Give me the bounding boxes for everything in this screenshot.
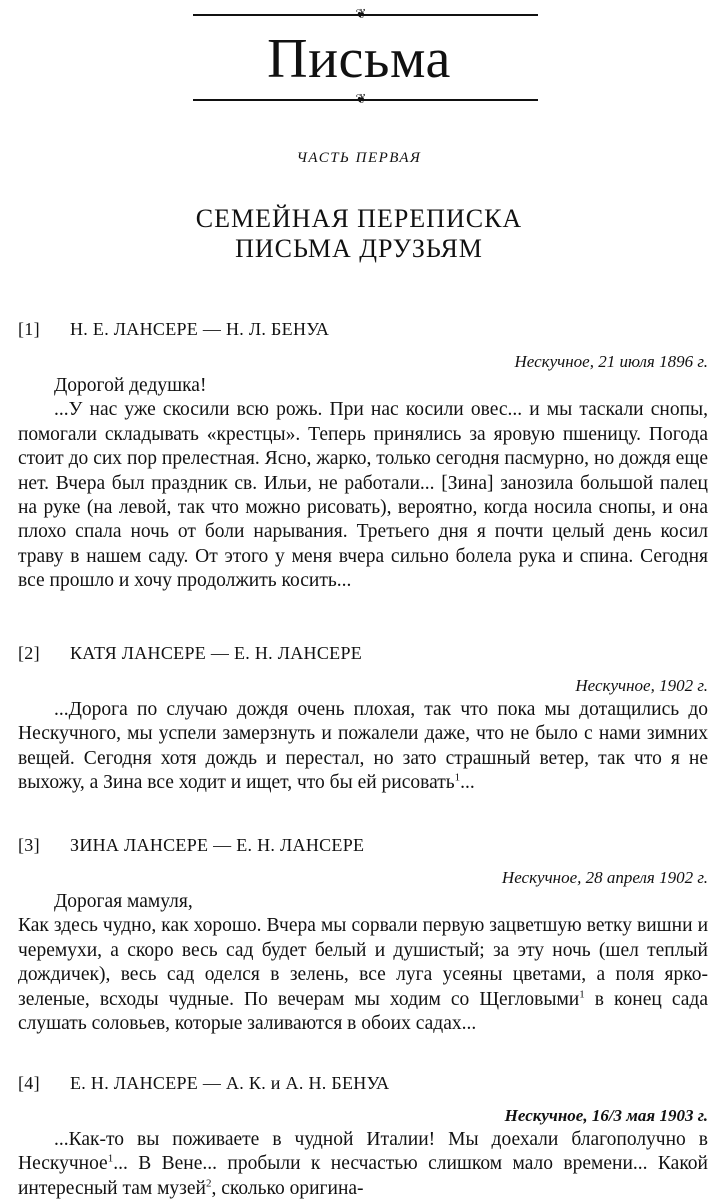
letter-correspondents: КАТЯ ЛАНСЕРЕ — Е. Н. ЛАНСЕРЕ	[70, 643, 363, 663]
letter-text-part: ...Как-то вы поживаете в чудной Италии! Мы доехали благополучно в Нескучное	[18, 1129, 708, 1175]
letter-heading	[18, 833, 708, 857]
footnote-marker: 1	[579, 988, 585, 1001]
letter-1	[18, 317, 708, 594]
letter-heading	[18, 641, 708, 665]
section-title	[0, 204, 718, 264]
letter-text	[18, 914, 708, 1036]
part-heading: ЧАСТЬ ПЕРВАЯ	[296, 150, 422, 166]
letter-4	[18, 1071, 708, 1201]
footnote-marker: 2	[205, 1177, 212, 1190]
footnote-marker: 1	[454, 771, 461, 784]
letter-text	[18, 698, 708, 796]
letter-correspondents: Е. Н. ЛАНСЕРЕ — А. К. и А. Н. БЕНУА	[70, 1073, 390, 1093]
letter-text-part: Как здесь чудно, как хорошо. Вчера мы сорвали первую зацветшую ветку вишни и черемухи, а скоро весь сад будет белый и душистый; за эту ночь (шел теплый дождичек), весь сад оделся в зелень, все луга усеяны цветами, а поля ярко-зеленые, всходы чудные. По вечерам мы ходим со Щегловыми	[18, 915, 708, 1010]
letter-number: [2]	[18, 643, 40, 663]
page-title: Письма	[267, 28, 451, 90]
footnote-marker: 1	[107, 1152, 114, 1165]
letter-text: ...У нас уже скосили всю рожь. При нас косили овес... и мы таскали снопы, помогали складывать «крестцы». Теперь принялись за яровую пшеницу. Погода стоит до сих пор прелестная. Ясно, жарко, только сегодня пасмурно, но дождя еще нет. Вчера был праздник св. Ильи, не работали... [Зина] занозила большой палец на руке (на левой, так что можно рисовать), вероятно, когда носила снопы, и она плохо спала ночь от боли нарывания. Третьего дня я почти целый день косил траву в нашем саду. От этого у меня вчера сильно болела рука и спина. Сегодня все прошло и хочу продолжить косить...	[18, 399, 708, 592]
letter-2	[18, 641, 708, 796]
section-title-line-1: СЕМЕЙНАЯ ПЕРЕПИСКА	[195, 204, 523, 233]
letter-3	[18, 833, 708, 1036]
letter-text-part: ...Дорога по случаю дождя очень плохая, так что пока мы дотащились до Нескучного, мы успели замерзнуть и пожалели даже, что не было с нами зимних вещей. Сегодня хотя дождь и перестал, но зато страшный ветер, так что я не выхожу, а Зина все ходит и ищет, что бы ей рисовать	[18, 699, 708, 794]
letter-place-date: Нескучное, 1902 г.	[575, 676, 708, 695]
letter-salutation: Дорогой дедушка!	[54, 375, 207, 396]
letter-salutation: Дорогая мамуля,	[54, 891, 193, 912]
top-ornament-icon: ❦	[355, 6, 367, 21]
letter-heading	[18, 317, 708, 341]
letter-text-part: в конец сада слушать соловьев, которые заливаются в обоих садах...	[18, 988, 708, 1035]
letter-number: [1]	[18, 319, 40, 339]
letter-text-part: , сколько оригина-	[211, 1177, 364, 1199]
letter-correspondents: ЗИНА ЛАНСЕРЕ — Е. Н. ЛАНСЕРЕ	[70, 835, 365, 855]
letter-number: [3]	[18, 835, 40, 855]
letter-place-date: Нескучное, 28 апреля 1902 г.	[501, 868, 708, 887]
section-title-line-2: ПИСЬМА ДРУЗЬЯМ	[235, 234, 483, 263]
letter-text-part: ... В Вене... пробыли к несчастью слишком мало времени... Какой интересный там музей	[18, 1153, 708, 1199]
letter-place-date: Нескучное, 21 июля 1896 г.	[514, 352, 708, 371]
letter-number: [4]	[18, 1073, 40, 1093]
letter-text	[18, 1128, 708, 1201]
bottom-ornament-icon: ❦	[355, 91, 367, 106]
letter-heading	[18, 1071, 708, 1095]
letter-place-date: Нескучное, 16/3 мая 1903 г.	[504, 1106, 708, 1125]
letter-text-part: ...	[460, 772, 475, 794]
letter-correspondents: Н. Е. ЛАНСЕРЕ — Н. Л. БЕНУА	[70, 319, 330, 339]
